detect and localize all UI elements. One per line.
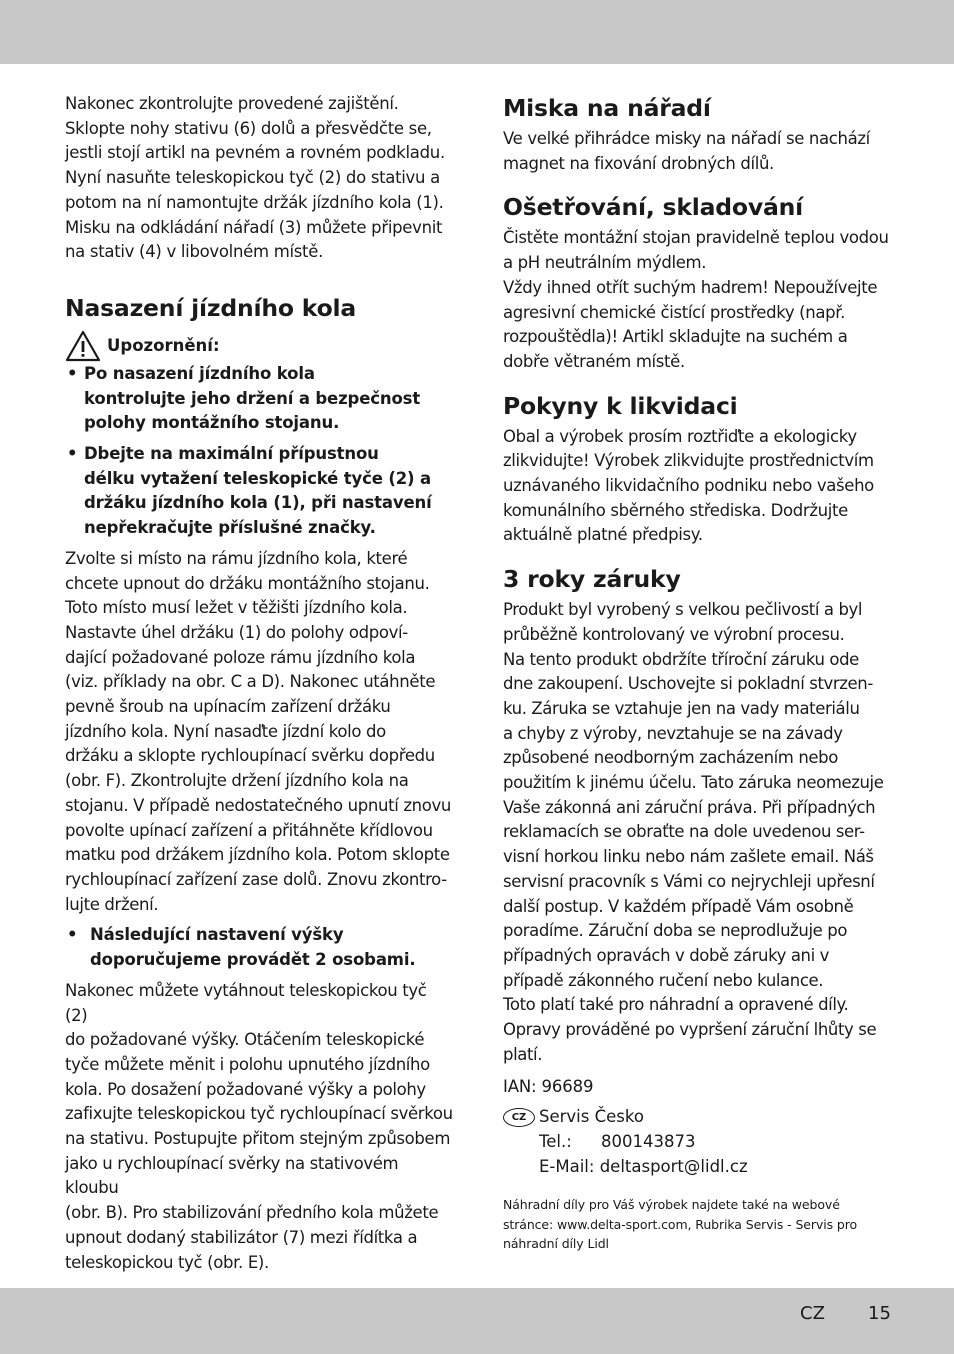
height-bullet: • Následující nastavení výšky doporučujeme provádět 2 osobami. xyxy=(65,923,453,972)
warning-triangle-icon xyxy=(65,330,101,362)
tool-tray-paragraph: Ve velké přihrádce misky na nářadí se nachází magnet na fixování drobných dílů. xyxy=(503,129,870,173)
header-band xyxy=(0,0,954,64)
warning-bullet-2: • Dbejte na maximální přípustnou délku vytažení teleskopické tyče (2) a držáku jízdního kola (1), při nastavení nepřekračujte příslušné značky. xyxy=(65,442,453,541)
section-heading-disposal: Pokyny k likvidaci xyxy=(503,391,738,420)
service-email: E-Mail: deltasport@lidl.cz xyxy=(539,1156,748,1176)
left-column xyxy=(65,92,453,1275)
warranty-paragraph: Produkt byl vyrobený s velkou pečlivostí a byl průběžně kontrolovaný ve výrobní procesu. Na tento produkt obdržíte tříroční záruku ode dne zakoupení. Uschovejte si pokladní stvrzen- ku. Záruka se vztahuje jen na vady materiálu a chyby z výroby, nevztahuje se na závady způsobené neodborným zacházením nebo použitím k jinému účelu. Tato záruka neomezuje Vaše zákonná ani záruční práva. Při případných reklamacích se obraťte na dole uvedenou ser- visní horkou linku nebo nám zašlete email. Náš servisní pracovník s Vámi co nejrychleji upřesní další postup. V každém případě Vám osobně poradíme. Záruční doba se neprodlužuje po případných opravách v době záruky ani v případě zákonného ručení nebo kulance. Toto platí také pro náhradní a opravené díly. Opravy prováděné po vypršení záruční lhůty se platí. xyxy=(503,600,884,1064)
footer-language: CZ xyxy=(800,1303,825,1324)
section-heading-mounting: Nasazení jízdního kola xyxy=(65,293,357,322)
warning-bullet-1: • Po nasazení jízdního kola kontrolujte jeho držení a bezpečnost polohy montážního stojanu. xyxy=(65,362,453,436)
spare-parts-note: Náhradní díly pro Váš výrobek najdete také na webové stránce: www.delta-sport.com, Rubrika Servis - Servis pro náhradní díly Lidl xyxy=(503,1197,858,1252)
section-heading-warranty: 3 roky záruky xyxy=(503,565,681,594)
section-heading-tool-tray: Miska na nářadí xyxy=(503,94,711,122)
care-paragraph: Čistěte montážní stojan pravidelně teplou vodou a pH neutrálním mýdlem. Vždy ihned otřít suchým hadrem! Nepoužívejte agresivní chemické čistící prostředky (např. rozpouštědla)! Artikl skladujte na suchém a dobře větraném místě. xyxy=(503,228,889,371)
service-name: Servis Česko xyxy=(539,1107,644,1127)
right-column xyxy=(503,92,891,1254)
service-contact xyxy=(503,1105,891,1179)
height-paragraph: Nakonec můžete vytáhnout teleskopickou tyč (2) do požadované výšky. Otáčením teleskopické tyče můžete měnit i polohu upnutého jízdního kola. Po dosažení požadované výšky a polohy zafixujte teleskopickou tyč rychloupínací svěrkou na stativu. Postupujte přitom stejným způsobem jako u rychloupínací svěrky na stativovém kloubu (obr. B). Pro stabilizování předního kola můžete upnout dodaný stabilizátor (7) mezi řídítka a teleskopickou tyč (obr. E). xyxy=(65,980,453,1272)
page-number: 15 xyxy=(868,1303,891,1324)
warning-header xyxy=(65,330,453,362)
ian-number: IAN: 96689 xyxy=(503,1076,594,1096)
mounting-paragraph: Zvolte si místo na rámu jízdního kola, které chcete upnout do držáku montážního stojanu. Toto místo musí ležet v těžišti jízdního kola. Nastavte úhel držáku (1) do polohy odpoví- dající požadované poloze rámu jízdního kola (viz. příklady na obr. C a D). Nakonec utáhněte pevně šroub na upínacím zařízení držáku jízdního kola. Nyní nasaďte jízdní kolo do držáku a sklopte rychloupínací svěrku dopředu (obr. F). Zkontrolujte držení jízdního kola na stojanu. V případě nedostatečného upnutí znovu povolte upínací zařízení a přitáhněte křídlovou matku pod držákem jízdního kola. Potom sklopte rychloupínací zařízení zase dolů. Znovu zkontro- lujte držení. xyxy=(65,548,452,914)
section-heading-care: Ošetřování, skladování xyxy=(503,193,803,222)
warning-label: Upozornění: xyxy=(107,335,220,355)
service-phone: Tel.: 800143873 xyxy=(539,1131,696,1151)
cz-country-badge: CZ xyxy=(503,1108,535,1127)
intro-paragraph: Nakonec zkontrolujte provedené zajištění. Sklopte nohy stativu (6) dolů a přesvědčte se, jestli stojí artikl na pevném a rovném podkladu. Nyní nasuňte teleskopickou tyč (2) do stativu a potom na ní namontujte držák jízdního kola (1). Misku na odkládání nářadí (3) můžete připevnit na stativ (4) v libovolném místě. xyxy=(65,94,445,262)
disposal-paragraph: Obal a výrobek prosím roztřiďte a ekologicky zlikvidujte! Výrobek zlikvidujte prostřednictvím uznávaného likvidačního podniku nebo vašeho komunálního sběrného střediska. Dodržujte aktuálně platné předpisy. xyxy=(503,426,874,545)
